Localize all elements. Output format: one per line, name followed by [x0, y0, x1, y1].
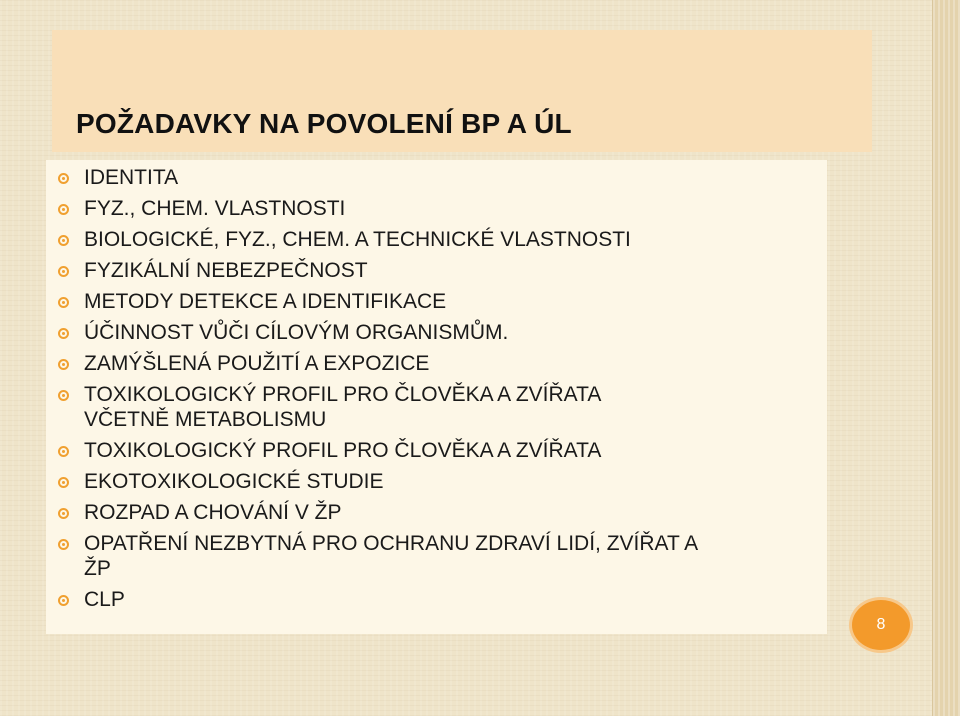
ring-bullet-icon — [58, 204, 69, 215]
ring-bullet-icon — [58, 173, 69, 184]
list-item: METODY DETEKCE A IDENTIFIKACE — [54, 289, 834, 314]
bullet-list — [54, 165, 834, 618]
page-number-badge — [852, 600, 910, 650]
list-item: BIOLOGICKÉ, FYZ., CHEM. A TECHNICKÉ VLASTNOSTI — [54, 227, 834, 252]
ring-bullet-icon — [58, 477, 69, 488]
ring-bullet-icon — [58, 359, 69, 370]
slide-title: POŽADAVKY NA POVOLENÍ BP A ÚL — [76, 108, 572, 139]
list-item: IDENTITA — [54, 165, 834, 190]
decorative-right-stripe — [932, 0, 960, 716]
ring-bullet-icon — [58, 328, 69, 339]
list-item: TOXIKOLOGICKÝ PROFIL PRO ČLOVĚKA A ZVÍŘATA — [54, 438, 834, 463]
list-item: EKOTOXIKOLOGICKÉ STUDIE — [54, 469, 834, 494]
list-item: ZAMÝŠLENÁ POUŽITÍ A EXPOZICE — [54, 351, 834, 376]
ring-bullet-icon — [58, 508, 69, 519]
ring-bullet-icon — [58, 390, 69, 401]
ring-bullet-icon — [58, 266, 69, 277]
list-item: ÚČINNOST VŮČI CÍLOVÝM ORGANISMŮM. — [54, 320, 834, 345]
ring-bullet-icon — [58, 235, 69, 246]
ring-bullet-icon — [58, 595, 69, 606]
list-item: OPATŘENÍ NEZBYTNÁ PRO OCHRANU ZDRAVÍ LIDÍ, ZVÍŘAT A ŽP — [54, 531, 834, 581]
list-item: FYZIKÁLNÍ NEBEZPEČNOST — [54, 258, 834, 283]
ring-bullet-icon — [58, 446, 69, 457]
ring-bullet-icon — [58, 539, 69, 550]
page-number: 8 — [876, 616, 886, 633]
list-item: CLP — [54, 587, 834, 612]
list-item: FYZ., CHEM. VLASTNOSTI — [54, 196, 834, 221]
list-item: ROZPAD A CHOVÁNÍ V ŽP — [54, 500, 834, 525]
ring-bullet-icon — [58, 297, 69, 308]
list-item: TOXIKOLOGICKÝ PROFIL PRO ČLOVĚKA A ZVÍŘATA VČETNĚ METABOLISMU — [54, 382, 834, 432]
